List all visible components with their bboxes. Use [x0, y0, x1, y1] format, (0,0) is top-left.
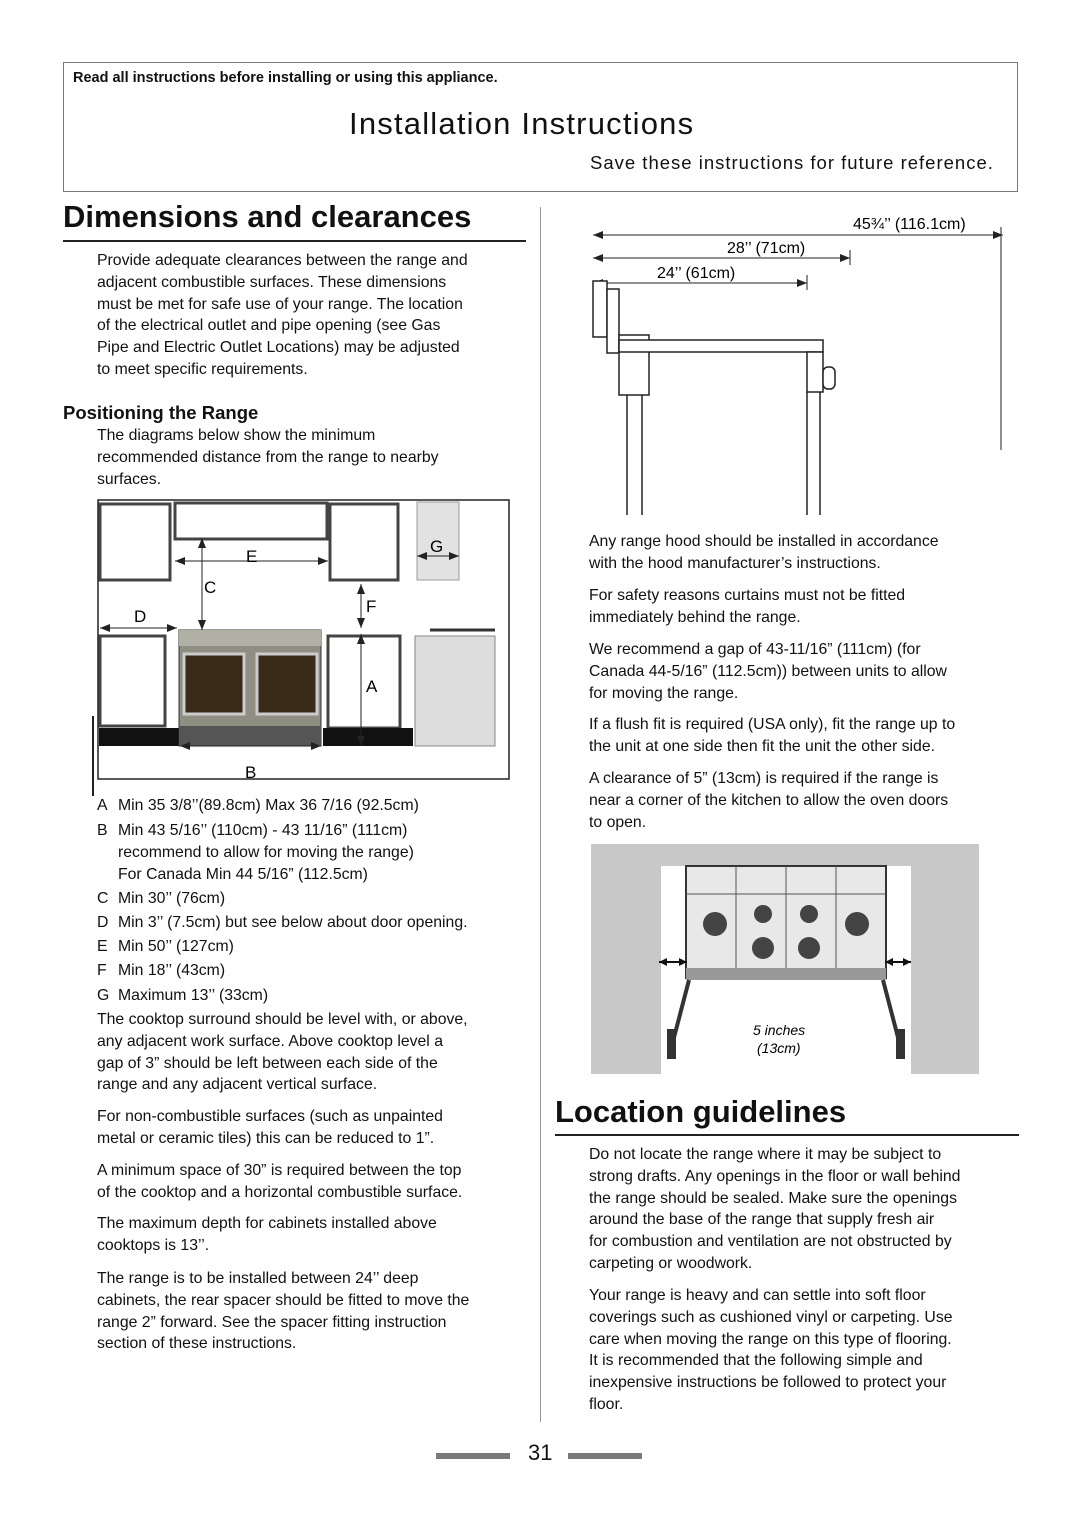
dim-28-label: 28’’ (71cm) — [727, 240, 806, 257]
drafts-text: Do not locate the range where it may be subject to strong drafts. Any openings in the floor or wall behind the range should be sealed. Make sure the openings around the base of the range that supply fresh air for combustion and ventilation are not obstructed by carpeting or woodwork. — [589, 1146, 961, 1272]
clearance-label-inches: 5 inches — [753, 1022, 806, 1038]
location-heading: Location guidelines — [555, 1094, 847, 1129]
dimensions-rule — [63, 240, 526, 242]
label-f: F — [366, 597, 377, 616]
dim-24-label: 24’’ (61cm) — [657, 265, 736, 282]
label-g: G — [430, 537, 444, 556]
minimum-space-text: A minimum space of 30” is required between the top of the cooktop and a horizontal combustible surface. — [97, 1162, 463, 1201]
label-a: A — [366, 677, 378, 696]
curtains-text: For safety reasons curtains must not be fitted immediately behind the range. — [589, 587, 906, 626]
clearance-label-cm: (13cm) — [757, 1040, 801, 1056]
column-divider — [540, 207, 541, 1422]
footer-bar-right — [568, 1453, 642, 1459]
non-combustible-text: For non-combustible surfaces (such as unpainted metal or ceramic tiles) this can be reduced to 1”. — [97, 1108, 443, 1147]
cooktop-surround-text: The cooktop surround should be level with, or above, any adjacent work surface. Above cooktop level a gap of 3” should be left between each side of the range and any adjacent vertical surface. — [97, 1011, 468, 1094]
kitchen-clearance-diagram — [85, 496, 515, 796]
page-number: 31 — [528, 1440, 553, 1465]
flush-fit-text: If a flush fit is required (USA only), fit the range up to the unit at one side then fit the unit the other side. — [589, 716, 956, 755]
spacer-text: The range is to be installed between 24’’ deep cabinets, the rear spacer should be fitted to move the range 2” forward. See the spacer fitting instruction section of these instructions. — [97, 1270, 470, 1353]
dimensions-heading: Dimensions and clearances — [63, 199, 472, 234]
corner-clearance-text: A clearance of 5” (13cm) is required if the range is near a corner of the kitchen to allow the oven doors to open. — [589, 770, 949, 831]
positioning-heading: Positioning the Range — [63, 402, 259, 423]
positioning-text: The diagrams below show the minimum recommended distance from the range to nearby surfaces. — [97, 427, 439, 488]
gap-text: We recommend a gap of 43-11/16” (111cm) (for Canada 44-5/16” (112.5cm)) between units to allow for moving the range. — [589, 641, 947, 702]
range-top-view-diagram — [591, 844, 979, 1074]
cabinet-depth-text: The maximum depth for cabinets installed above cooktops is 13’’. — [97, 1215, 437, 1254]
range-side-view-diagram — [585, 205, 1015, 520]
header-warning: Read all instructions before installing or using this appliance. — [73, 70, 498, 86]
floor-coverings-text: Your range is heavy and can settle into soft floor coverings such as cushioned vinyl or carpeting. Use care when moving the range on this type of flooring. It is recommended that the following simple and inexpensive instructions be followed to protect your floor. — [589, 1287, 953, 1413]
header-subtitle: Save these instructions for future reference. — [590, 152, 994, 173]
dim-45-label: 45¾’’ (116.1cm) — [853, 216, 966, 233]
location-rule — [555, 1134, 1019, 1136]
label-d: D — [134, 607, 147, 626]
label-b: B — [245, 763, 257, 782]
label-e: E — [246, 547, 258, 566]
footer-bar-left — [436, 1453, 510, 1459]
dimensions-intro: Provide adequate clearances between the range and adjacent combustible surfaces. These dimensions must be met for safe use of your range. The location of the electrical outlet and pipe opening (see Gas Pipe and Electric Outlet Locations) may be adjusted to meet specific requirements. — [97, 252, 468, 378]
header-title: Installation Instructions — [349, 106, 695, 141]
range-hood-text: Any range hood should be installed in accordance with the hood manufacturer’s instructions. — [589, 533, 939, 572]
label-c: C — [204, 578, 217, 597]
